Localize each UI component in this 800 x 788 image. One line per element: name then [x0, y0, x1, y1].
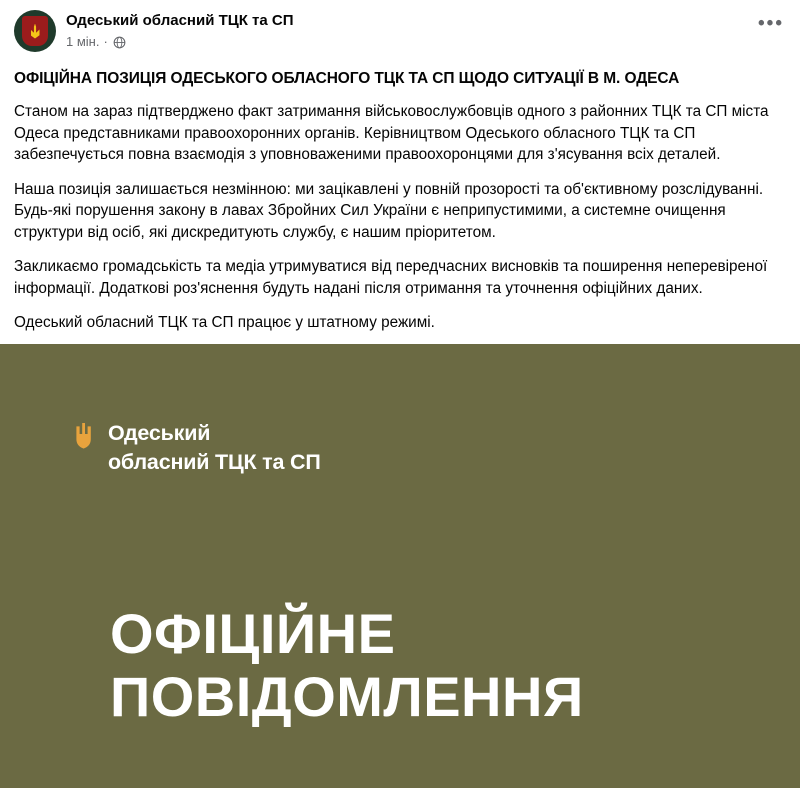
- post-paragraph-4: Одеський обласний ТЦК та СП працює у штатному режимі.: [14, 314, 435, 331]
- globe-icon[interactable]: [113, 36, 126, 49]
- post-body: [0, 56, 800, 344]
- post-paragraph-2: Наша позиція залишається незмінною: ми зацікавлені у повній прозорості та об'єктивному розслідуванні. Будь-які порушення закону в лавах Збройних Сил України є неприпустимими, а системне очищення структури від осіб, які дискредитують службу, є нашим пріоритетом.: [14, 180, 764, 241]
- post-paragraph-3: Закликаємо громадськість та медіа утримуватися від передчасних висновків та поширення неперевіреної інформації. Додаткові роз'яснення будуть надані після отримання та уточнення офіційних даних.: [14, 258, 768, 297]
- banner-brand: [73, 419, 321, 477]
- banner-headline: [110, 602, 584, 728]
- page-name[interactable]: Одеський обласний ТЦК та СП: [66, 12, 294, 29]
- post-author-block: [66, 10, 294, 51]
- post-title: ОФІЦІЙНА ПОЗИЦІЯ ОДЕСЬКОГО ОБЛАСНОГО ТЦК ТА СП ЩОДО СИТУАЦІЇ В М. ОДЕСА: [14, 70, 680, 87]
- post-header: [0, 0, 800, 56]
- post-image[interactable]: [0, 344, 800, 788]
- post-timestamp[interactable]: 1 мін.: [66, 34, 100, 49]
- post-options-button[interactable]: •••: [758, 13, 784, 34]
- meta-separator: ·: [103, 34, 108, 49]
- post-meta: [66, 33, 294, 51]
- crest-icon: [22, 16, 48, 46]
- post-paragraph-1: Станом на зараз підтверджено факт затримання військовослужбовців одного з районних ТЦК та СП міста Одеса представниками правоохоронних органів. Керівництвом Одеського обласного ТЦК та СП забезпечується повна взаємодія з уповноваженими правоохоронцями для з'ясування всіх деталей.: [14, 103, 769, 163]
- banner-headline-line2: ПОВІДОМЛЕННЯ: [110, 664, 584, 728]
- avatar[interactable]: [14, 10, 56, 52]
- banner-brand-line2: обласний ТЦК та СП: [108, 449, 321, 474]
- banner-brand-text: [108, 419, 321, 477]
- banner-headline-line1: ОФІЦІЙНЕ: [110, 601, 396, 665]
- trident-icon: [73, 423, 95, 453]
- banner-brand-line1: Одеський: [108, 420, 211, 445]
